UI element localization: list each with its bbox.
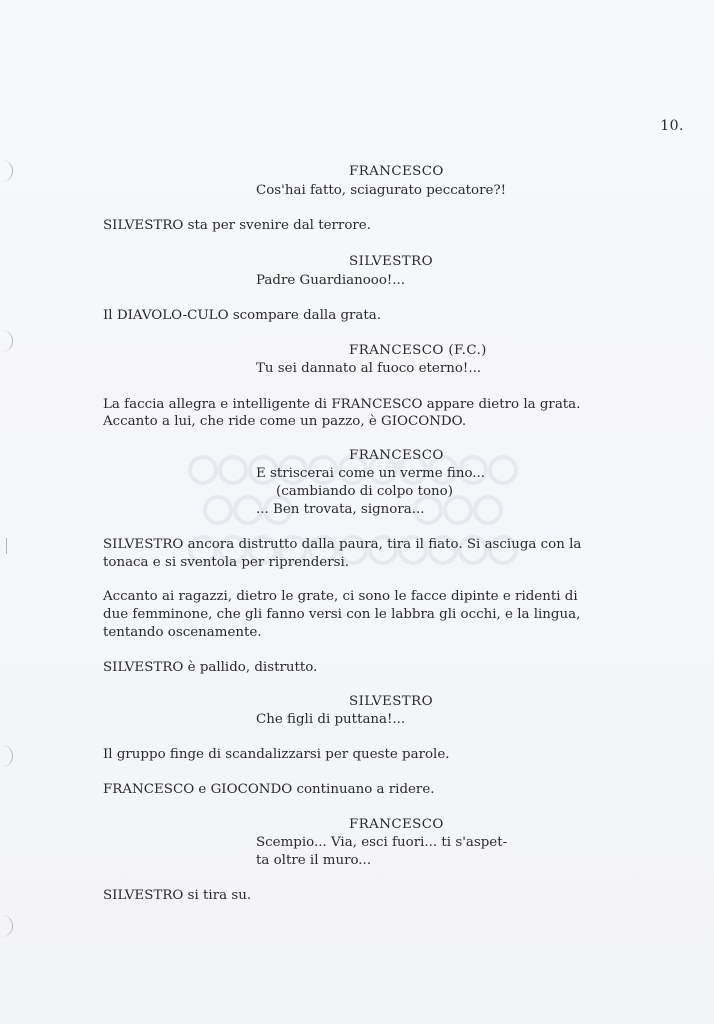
action-line: La faccia allegra e intelligente di FRANCESCO appare dietro la grata. (103, 397, 581, 412)
binder-hole-mark (2, 330, 13, 352)
character-name: FRANCESCO (349, 448, 444, 463)
character-name: SILVESTRO (349, 694, 433, 709)
dialogue-line: Tu sei dannato al fuoco eterno!... (256, 361, 482, 376)
action-line: Il gruppo finge di scandalizzarsi per queste parole. (103, 747, 450, 762)
action-line: SILVESTRO sta per svenire dal terrore. (103, 218, 371, 233)
character-name: SILVESTRO (349, 254, 433, 269)
dialogue-line: Che figli di puttana!... (256, 712, 406, 727)
action-line: SILVESTRO ancora distrutto dalla paura, tira il fiato. Si asciuga con la (103, 537, 582, 552)
action-line: tentando oscenamente. (103, 625, 262, 640)
dialogue-line: Padre Guardianooo!... (256, 273, 406, 288)
binder-hole-mark (2, 915, 13, 937)
character-name: FRANCESCO (F.C.) (349, 343, 487, 358)
character-name: FRANCESCO (349, 817, 444, 832)
dialogue-line: ... Ben trovata, signora... (256, 502, 425, 517)
action-line: Il DIAVOLO-CULO scompare dalla grata. (103, 308, 382, 323)
action-line: FRANCESCO e GIOCONDO continuano a ridere. (103, 782, 435, 797)
parenthetical-line: (cambiando di colpo tono) (276, 484, 453, 499)
dialogue-line: ta oltre il muro... (256, 853, 372, 868)
dialogue-line: Cos'hai fatto, sciagurato peccatore?! (256, 183, 507, 198)
action-line: SILVESTRO è pallido, distrutto. (103, 660, 318, 675)
binder-hole-mark (2, 538, 7, 554)
action-line: Accanto ai ragazzi, dietro le grate, ci sono le facce dipinte e ridenti di (103, 589, 578, 604)
binder-hole-mark (2, 745, 13, 767)
action-line: due femminone, che gli fanno versi con le labbra gli occhi, e la lingua, (103, 607, 581, 622)
page-number: 10. (660, 118, 684, 134)
action-line: tonaca e si sventola per riprendersi. (103, 555, 350, 570)
dialogue-line: E striscerai come un verme fino... (256, 466, 486, 481)
action-line: SILVESTRO si tira su. (103, 888, 252, 903)
dialogue-line: Scempio... Via, esci fuori... ti s'aspet- (256, 835, 508, 850)
action-line: Accanto a lui, che ride come un pazzo, è GIOCONDO. (103, 414, 467, 429)
binder-hole-mark (2, 160, 13, 182)
character-name: FRANCESCO (349, 164, 444, 179)
